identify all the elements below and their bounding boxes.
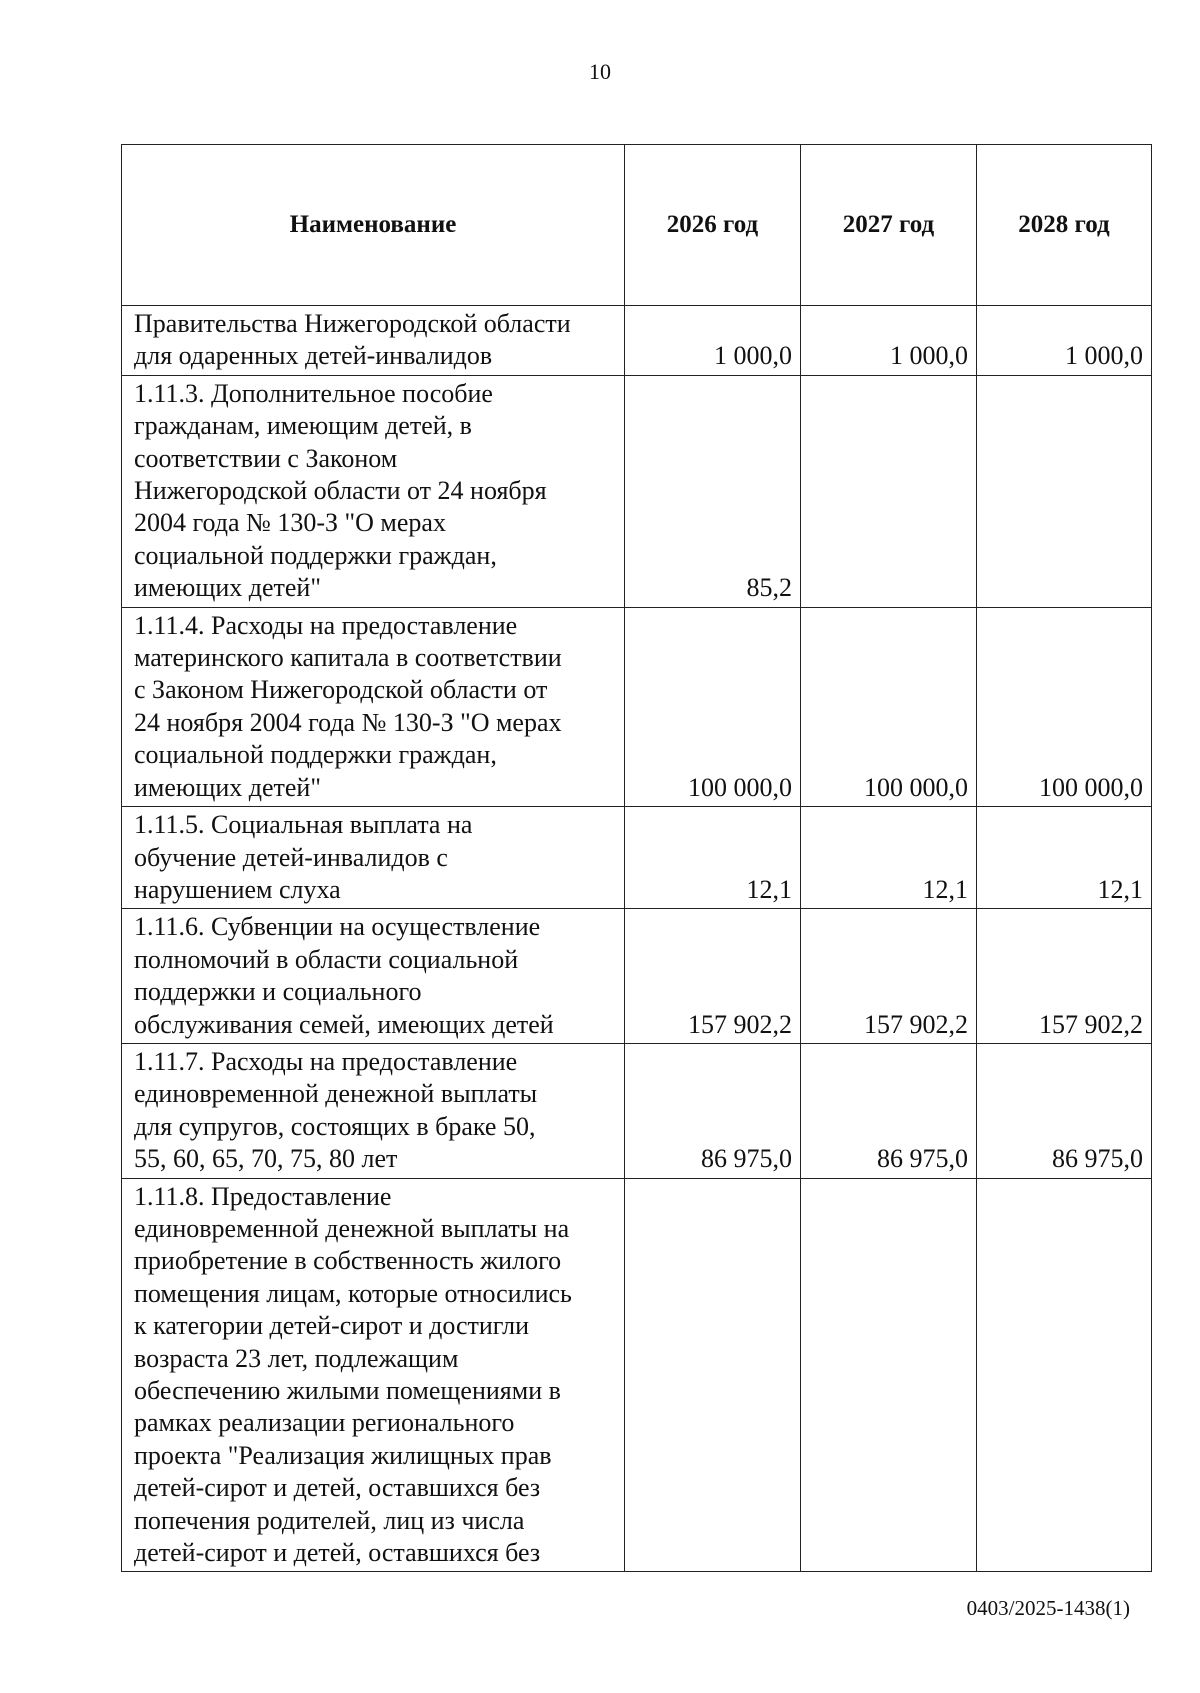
value-cell-2026: 1 000,0 xyxy=(625,306,801,376)
row-name-cell xyxy=(122,1178,625,1572)
value-cell-2027: 100 000,0 xyxy=(801,607,977,806)
table-row xyxy=(122,909,1152,1044)
row-name-cell xyxy=(122,306,625,376)
row-name-cell xyxy=(122,909,625,1044)
table-row xyxy=(122,607,1152,806)
value-cell-2027 xyxy=(801,1178,977,1572)
value-cell-2026: 85,2 xyxy=(625,375,801,607)
row-name-line: 1.11.7. Расходы на предоставление xyxy=(134,1046,518,1076)
row-name-line: полномочий в области социальной xyxy=(134,944,519,974)
row-name-line: к категории детей-сирот и достигли xyxy=(134,1311,530,1341)
table-row xyxy=(122,375,1152,607)
row-name-line: проекта "Реализация жилищных прав xyxy=(134,1440,552,1470)
row-name-cell xyxy=(122,607,625,806)
value-cell-2028: 1 000,0 xyxy=(977,306,1152,376)
value-cell-2027: 157 902,2 xyxy=(801,909,977,1044)
header-name: Наименование xyxy=(122,145,625,306)
row-name-line: Правительства Нижегородской области xyxy=(134,309,571,338)
value-cell-2026 xyxy=(625,1178,801,1572)
value-cell-2026: 157 902,2 xyxy=(625,909,801,1044)
value-cell-2028: 157 902,2 xyxy=(977,909,1152,1044)
row-name-line: помещения лицам, которые относились xyxy=(134,1278,572,1308)
budget-table xyxy=(121,144,1152,1572)
value-cell-2027: 12,1 xyxy=(801,807,977,909)
row-name-line: 1.11.4. Расходы на предоставление xyxy=(134,610,518,640)
row-name-line: поддержки и социального xyxy=(134,977,422,1007)
row-name-line: 55, 60, 65, 70, 75, 80 лет xyxy=(134,1144,398,1174)
row-name-line: обеспечению жилыми помещениями в xyxy=(134,1376,561,1405)
header-year-2026: 2026 год xyxy=(625,145,801,306)
row-name-line: 1.11.8. Предоставление xyxy=(134,1181,392,1211)
document-number: 0403/2025-1438(1) xyxy=(966,1596,1130,1620)
row-name-line: обслуживания семей, имеющих детей xyxy=(134,1009,554,1039)
value-cell-2026: 100 000,0 xyxy=(625,607,801,806)
row-name-line: 1.11.3. Дополнительное пособие xyxy=(134,378,493,408)
value-cell-2028: 86 975,0 xyxy=(977,1043,1152,1178)
row-name-line: 1.11.6. Субвенции на осуществление xyxy=(134,912,541,942)
table-row xyxy=(122,306,1152,376)
table-row xyxy=(122,807,1152,909)
row-name-line: соответствии с Законом xyxy=(134,443,398,473)
row-name-line: возраста 23 лет, подлежащим xyxy=(134,1343,459,1373)
value-cell-2028: 12,1 xyxy=(977,807,1152,909)
row-name-line: 24 ноября 2004 года № 130-З "О мерах xyxy=(134,707,562,737)
header-year-2028: 2028 год xyxy=(977,145,1152,306)
table-body xyxy=(122,306,1152,1572)
row-name-line: с Законом Нижегородской области от xyxy=(134,675,548,705)
row-name-line: имеющих детей" xyxy=(134,573,321,603)
row-name-line: попечения родителей, лиц из числа xyxy=(134,1505,525,1535)
row-name-cell xyxy=(122,807,625,909)
row-name-line: рамках реализации регионального xyxy=(134,1408,515,1438)
table-header xyxy=(122,145,1152,306)
row-name-line: 2004 года № 130-З "О мерах xyxy=(134,508,446,538)
row-name-line: детей-сирот и детей, оставшихся без xyxy=(134,1473,541,1503)
header-year-2027: 2027 год xyxy=(801,145,977,306)
table-row xyxy=(122,1043,1152,1178)
row-name-line: нарушением слуха xyxy=(134,874,341,904)
value-cell-2027 xyxy=(801,375,977,607)
row-name-line: обучение детей-инвалидов с xyxy=(134,842,448,872)
value-cell-2028 xyxy=(977,375,1152,607)
row-name-line: единовременной денежной выплаты на xyxy=(134,1213,570,1243)
row-name-line: 1.11.5. Социальная выплата на xyxy=(134,810,473,840)
row-name-line: материнского капитала в соответствии xyxy=(134,643,562,673)
row-name-line: детей-сирот и детей, оставшихся без xyxy=(134,1538,541,1568)
value-cell-2027: 1 000,0 xyxy=(801,306,977,376)
value-cell-2026: 12,1 xyxy=(625,807,801,909)
row-name-line: для супругов, состоящих в браке 50, xyxy=(134,1111,536,1141)
row-name-line: для одаренных детей-инвалидов xyxy=(134,341,493,371)
row-name-line: приобретение в собственность жилого xyxy=(134,1246,562,1276)
value-cell-2026: 86 975,0 xyxy=(625,1043,801,1178)
row-name-cell xyxy=(122,375,625,607)
row-name-line: единовременной денежной выплаты xyxy=(134,1079,538,1109)
value-cell-2027: 86 975,0 xyxy=(801,1043,977,1178)
row-name-line: Нижегородской области от 24 ноября xyxy=(134,476,547,506)
value-cell-2028 xyxy=(977,1178,1152,1572)
table-row xyxy=(122,1178,1152,1572)
header-row xyxy=(122,145,1152,306)
page-number: 10 xyxy=(589,59,611,84)
row-name-cell xyxy=(122,1043,625,1178)
row-name-line: социальной поддержки граждан, xyxy=(134,740,497,770)
row-name-line: социальной поддержки граждан, xyxy=(134,540,497,570)
row-name-line: гражданам, имеющим детей, в xyxy=(134,411,472,441)
row-name-line: имеющих детей" xyxy=(134,772,321,802)
value-cell-2028: 100 000,0 xyxy=(977,607,1152,806)
